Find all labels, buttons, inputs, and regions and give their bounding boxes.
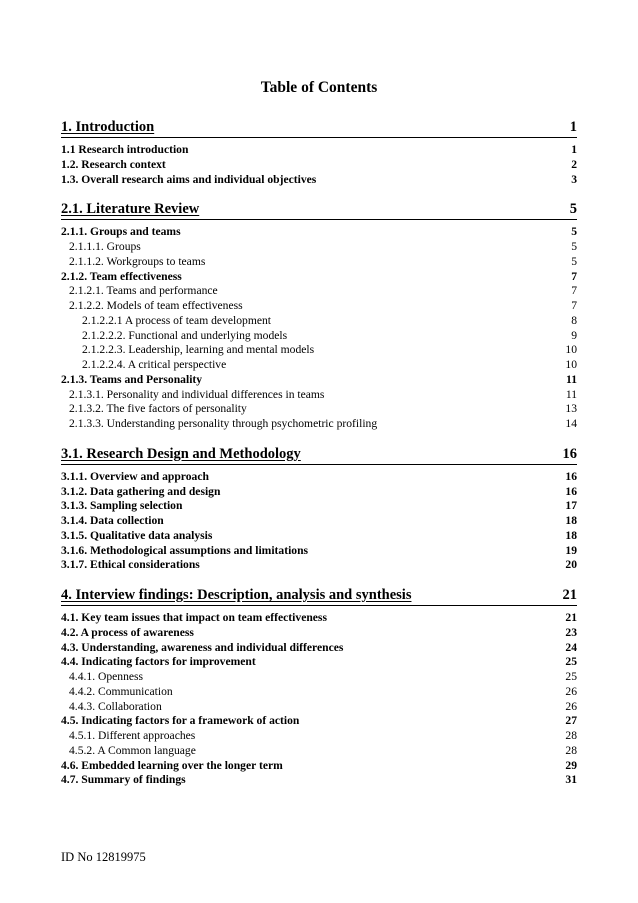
entry-label: 4.5. Indicating factors for a framework of action [61,714,300,728]
entry-label: 1.1 Research introduction [61,143,189,156]
toc-entry[interactable] [61,173,577,188]
entry-page-number: 9 [571,328,577,342]
toc-entry[interactable] [61,373,577,388]
toc-section [61,445,577,573]
toc-entry[interactable] [61,641,577,656]
entry-label: 4.4.2. Communication [69,684,173,698]
section-title: 1. Introduction [61,119,155,135]
entry-label: 1.2. Research context [61,157,166,171]
entry-page-number: 7 [571,299,577,312]
toc-entry[interactable] [61,299,577,314]
toc-entry[interactable] [61,759,577,774]
section-heading[interactable] [61,445,577,465]
toc-entry[interactable] [61,284,577,299]
section-page-number: 1 [569,119,577,135]
toc-entry[interactable] [61,544,577,559]
entry-page-number: 17 [565,499,577,513]
entry-label: 3.1.5. Qualitative data analysis [61,528,213,542]
entry-page-number: 28 [565,743,577,757]
section-heading[interactable] [61,118,577,138]
toc-entry[interactable] [61,417,577,432]
section-title: 3.1. Research Design and Methodology [61,445,301,462]
entry-page-number: 1 [571,143,577,156]
entry-label: 4.2. A process of awareness [61,625,194,639]
toc-entry[interactable] [61,388,577,403]
entry-page-number: 23 [565,625,577,639]
entry-label: 2.1.2.2. Models of team effectiveness [69,299,243,312]
entry-label: 4.6. Embedded learning over the longer term [61,758,283,772]
entry-page-number: 20 [565,558,577,572]
toc-entry[interactable] [61,225,577,240]
entry-page-number: 31 [565,773,577,787]
entry-page-number: 7 [571,284,577,298]
toc-section [61,586,577,788]
section-page-number: 5 [569,201,577,218]
entry-page-number: 5 [571,240,577,253]
entry-page-number: 27 [565,714,577,728]
entry-page-number: 29 [565,758,577,772]
entry-label: 2.1.3. Teams and Personality [61,372,203,386]
entry-label: 4.4.1. Openness [69,670,144,683]
entry-label: 4.5.1. Different approaches [69,729,196,742]
entry-page-number: 5 [571,225,577,239]
toc-entry[interactable] [61,685,577,700]
toc-entry[interactable] [61,158,577,173]
entry-page-number: 13 [565,402,577,416]
toc-entry[interactable] [61,470,577,485]
toc-section [61,200,577,432]
toc-entry[interactable] [61,143,577,158]
entry-page-number: 26 [565,684,577,698]
entry-label: 4.3. Understanding, awareness and individual differences [61,640,344,654]
section-heading[interactable] [61,586,577,606]
entry-page-number: 25 [565,670,577,683]
entry-label: 4.7. Summary of findings [61,773,186,787]
toc-entry[interactable] [61,611,577,626]
entry-page-number: 11 [565,387,577,401]
entry-label: 4.1. Key team issues that impact on team effectiveness [61,611,327,624]
entry-label: 2.1.1.2. Workgroups to teams [69,254,206,268]
entry-page-number: 7 [571,269,577,283]
entry-label: 2.1.2.2.4. A critical perspective [82,358,227,371]
entry-label: 2.1.2.2.2. Functional and underlying models [82,328,288,342]
section-heading[interactable] [61,200,577,220]
entry-page-number: 3 [571,172,577,186]
toc-entry[interactable] [61,529,577,544]
entry-page-number: 5 [571,254,577,268]
toc-entry[interactable] [61,670,577,685]
entry-page-number: 21 [565,611,577,624]
toc-entry[interactable] [61,240,577,255]
entry-label: 4.5.2. A Common language [69,743,196,757]
entry-page-number: 11 [566,372,577,386]
toc-entry[interactable] [61,485,577,500]
toc-entry[interactable] [61,729,577,744]
toc-entry[interactable] [61,402,577,417]
entry-label: 3.1.6. Methodological assumptions and limitations [61,543,309,557]
toc-entry[interactable] [61,329,577,344]
entry-page-number: 2 [571,157,577,171]
footer-id: ID No 12819975 [61,850,146,864]
toc-entry[interactable] [61,314,577,329]
entry-label: 3.1.7. Ethical considerations [61,558,200,572]
toc-entry[interactable] [61,714,577,729]
entry-page-number: 14 [565,417,577,430]
toc-entry[interactable] [61,773,577,788]
toc-entry[interactable] [61,744,577,759]
toc-entry[interactable] [61,626,577,641]
entry-page-number: 26 [565,699,577,713]
entry-label: 2.1.2.2.3. Leadership, learning and mental models [82,343,315,357]
entry-label: 3.1.3. Sampling selection [61,499,183,513]
toc-entry[interactable] [61,558,577,573]
entry-page-number: 10 [565,358,577,371]
entry-page-number: 16 [565,484,577,498]
entry-label: 2.1.1.1. Groups [69,240,141,253]
entry-page-number: 10 [565,343,577,357]
toc-entry[interactable] [61,499,577,514]
entry-label: 2.1.2. Team effectiveness [61,269,182,283]
entry-label: 2.1.2.2.1 A process of team development [82,313,272,327]
section-page-number: 16 [562,445,577,462]
entry-page-number: 25 [565,655,577,669]
section-title: 4. Interview findings: Description, analysis and synthesis [61,587,412,603]
table-of-contents [61,118,577,801]
entry-page-number: 18 [565,528,577,542]
toc-entry[interactable] [61,655,577,670]
toc-entry[interactable] [61,700,577,715]
toc-entry[interactable] [61,255,577,270]
entry-label: 3.1.1. Overview and approach [61,469,209,483]
section-page-number: 21 [562,587,577,603]
entry-label: 1.3. Overall research aims and individual objectives [61,172,317,186]
entry-label: 4.4.3. Collaboration [69,699,162,713]
entry-page-number: 19 [565,543,577,557]
toc-section [61,118,577,187]
toc-entry[interactable] [61,514,577,529]
entry-label: 3.1.4. Data collection [61,514,164,527]
entry-page-number: 24 [565,640,577,654]
entry-label: 2.1.1. Groups and teams [61,225,181,239]
toc-entry[interactable] [61,358,577,373]
toc-entry[interactable] [61,343,577,358]
section-title: 2.1. Literature Review [61,201,200,218]
entry-page-number: 28 [565,729,577,742]
entry-page-number: 16 [565,469,577,483]
page-title: Table of Contents [260,79,378,96]
entry-label: 2.1.2.1. Teams and performance [69,284,218,298]
entry-page-number: 8 [571,313,577,327]
entry-page-number: 18 [565,514,577,527]
toc-entry[interactable] [61,270,577,285]
entry-label: 3.1.2. Data gathering and design [61,484,221,498]
entry-label: 2.1.3.2. The five factors of personality [69,402,247,416]
entry-label: 2.1.3.1. Personality and individual differences in teams [69,387,325,401]
entry-label: 4.4. Indicating factors for improvement [61,655,256,669]
entry-label: 2.1.3.3. Understanding personality through psychometric profiling [69,417,378,430]
